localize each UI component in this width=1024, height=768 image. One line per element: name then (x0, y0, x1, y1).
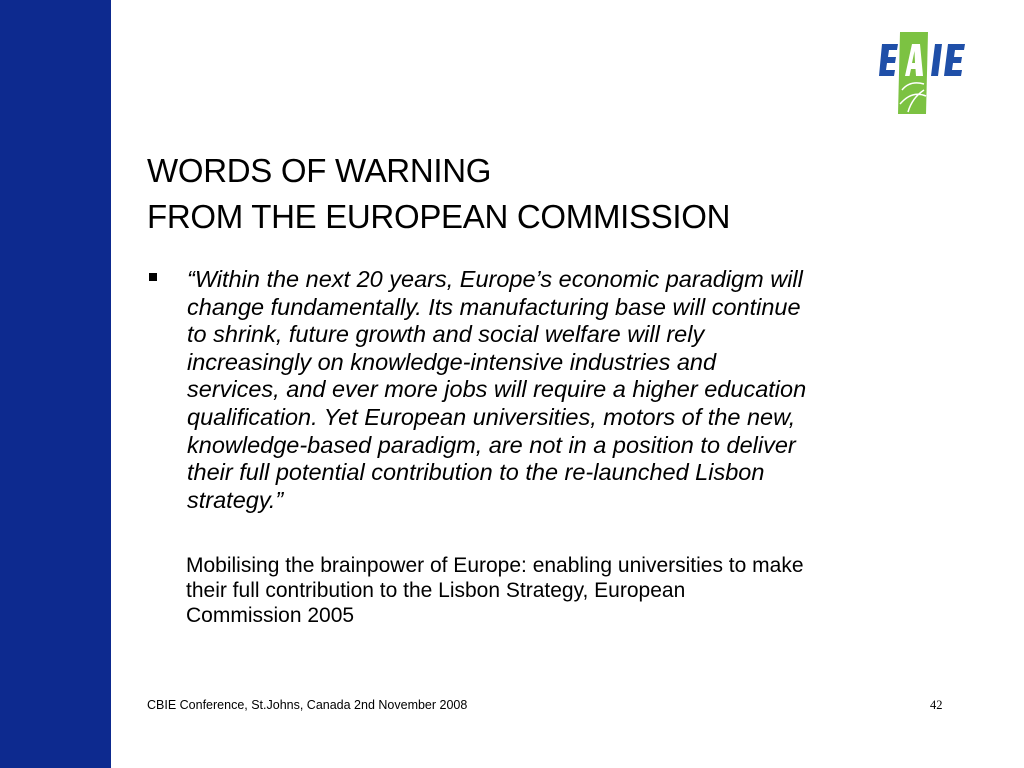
quote-text: “Within the next 20 years, Europe’s economic paradigm will change fundamentally. Its manufacturing base will continue to shrink, future growth and social welfare will rely increasingly on knowledge-intensive industries and services, and ever more jobs will require a higher education qualification. Yet European universities, motors of the new, knowledge-based paradigm, are not in a position to deliver their full potential contribution to the re-launched Lisbon strategy.” (187, 266, 807, 513)
eaie-logo-graphic (878, 30, 988, 114)
slide-title-line-2: FROM THE EUROPEAN COMMISSION (147, 198, 731, 235)
page-number: 42 (930, 698, 943, 712)
citation-text: Mobilising the brainpower of Europe: enabling universities to make their full contribution to the Lisbon Strategy, European Commission 2005 (186, 554, 804, 627)
bullet-square-icon (149, 273, 157, 281)
footer-text: CBIE Conference, St.Johns, Canada 2nd November 2008 (147, 698, 468, 712)
eaie-logo (878, 30, 988, 114)
slide-title-line-1: WORDS OF WARNING (147, 152, 492, 189)
sidebar-band (0, 0, 111, 768)
slide-title (147, 148, 967, 240)
